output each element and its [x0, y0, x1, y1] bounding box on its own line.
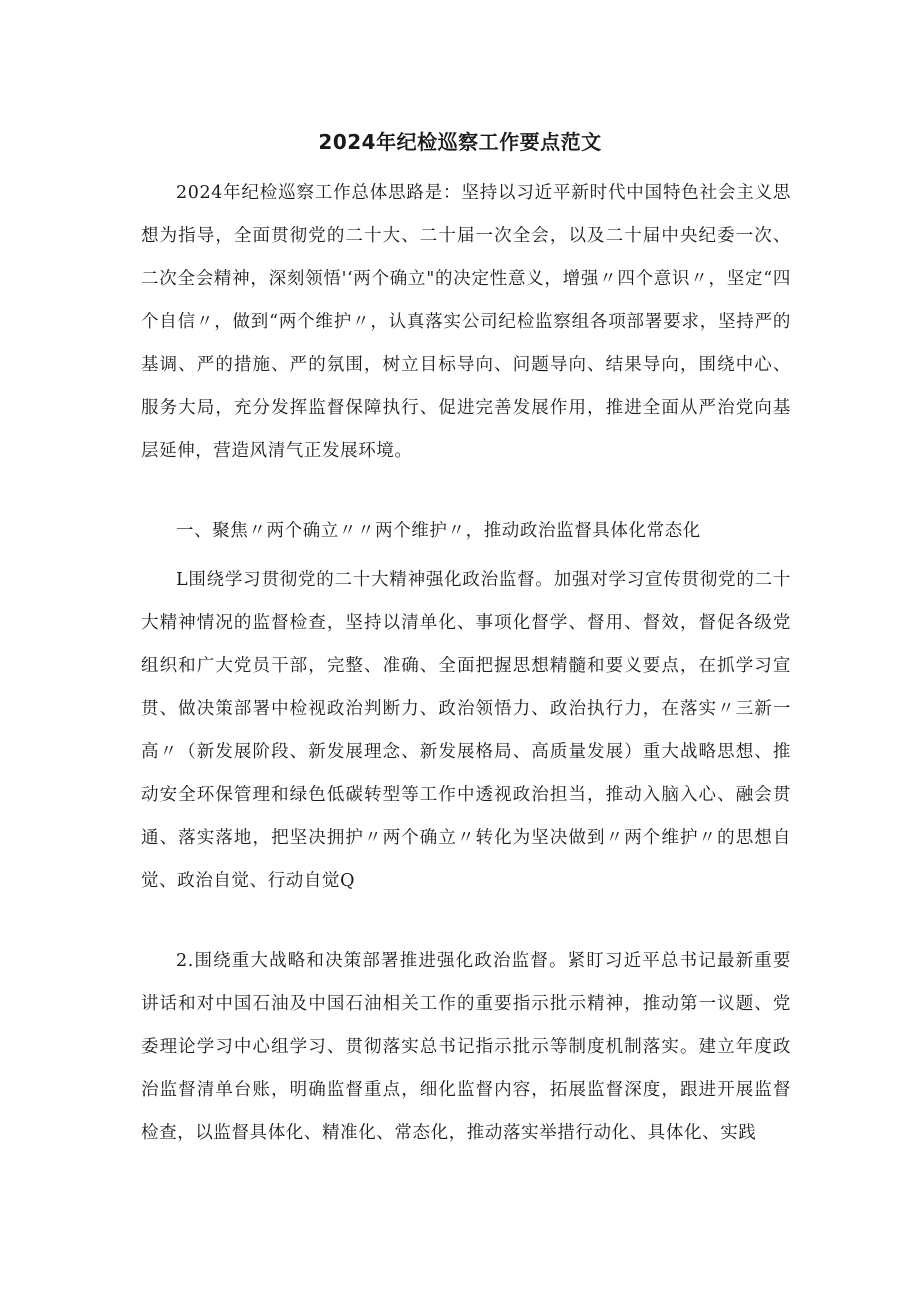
paragraph-item-2: 2.围绕重大战略和决策部署推进强化政治监督。紧盯习近平总书记最新重要讲话和对中国石油及中国石油相关工作的重要指示批示精神，推动第一议题、党委理论学习中心组学习、贯彻落实总书记指示批示等制度机制落实。建立年度政治监督清单台账，明确监督重点，细化监督内容，拓展监督深度，跟进开展监督检查，以监督具体化、精准化、常态化，推动落实举措行动化、具体化、实践 — [141, 951, 791, 1143]
section-heading-1: 一、聚焦〃两个确立〃〃两个维护〃，推动政治监督具体化常态化 — [176, 521, 701, 541]
paragraph-item-1: L围绕学习贯彻党的二十大精神强化政治监督。加强对学习宣传贯彻党的二十大精神情况的监督检查，坚持以清单化、事项化督学、督用、督效，督促各级党组织和广大党员干部，完整、准确、全面把握思想精髓和要义要点，在抓学习宣贯、做决策部署中检视政治判断力、政治领悟力、政治执行力，在落实〃三新一高〃（新发展阶段、新发展理念、新发展格局、高质量发展）重大战略思想、推动安全环保管理和绿色低碳转型等工作中透视政治担当，推动入脑入心、融会贯通、落实落地，把坚决拥护〃两个确立〃转化为坚决做到〃两个维护〃的思想自觉、政治自觉、行动自觉Q — [141, 570, 791, 891]
paragraph-intro: 2024年纪检巡察工作总体思路是：坚持以习近平新时代中国特色社会主义思想为指导，全面贯彻党的二十大、二十届一次全会，以及二十届中央纪委一次、二次全会精神，深刻领悟'‘两个确立"的决定性意义，增强〃四个意识〃，坚定“四个自信〃，做到“两个维护〃，认真落实公司纪检监察组各项部署要求，坚持严的基调、严的措施、严的氛围，树立目标导向、问题导向、结果导向，围绕中心、服务大局，充分发挥监督保障执行、促进完善发展作用，推进全面从严治党向基层延伸，营造风清气正发展环境。 — [141, 183, 791, 461]
document-title: 2024年纪检巡察工作要点范文 — [318, 130, 602, 154]
